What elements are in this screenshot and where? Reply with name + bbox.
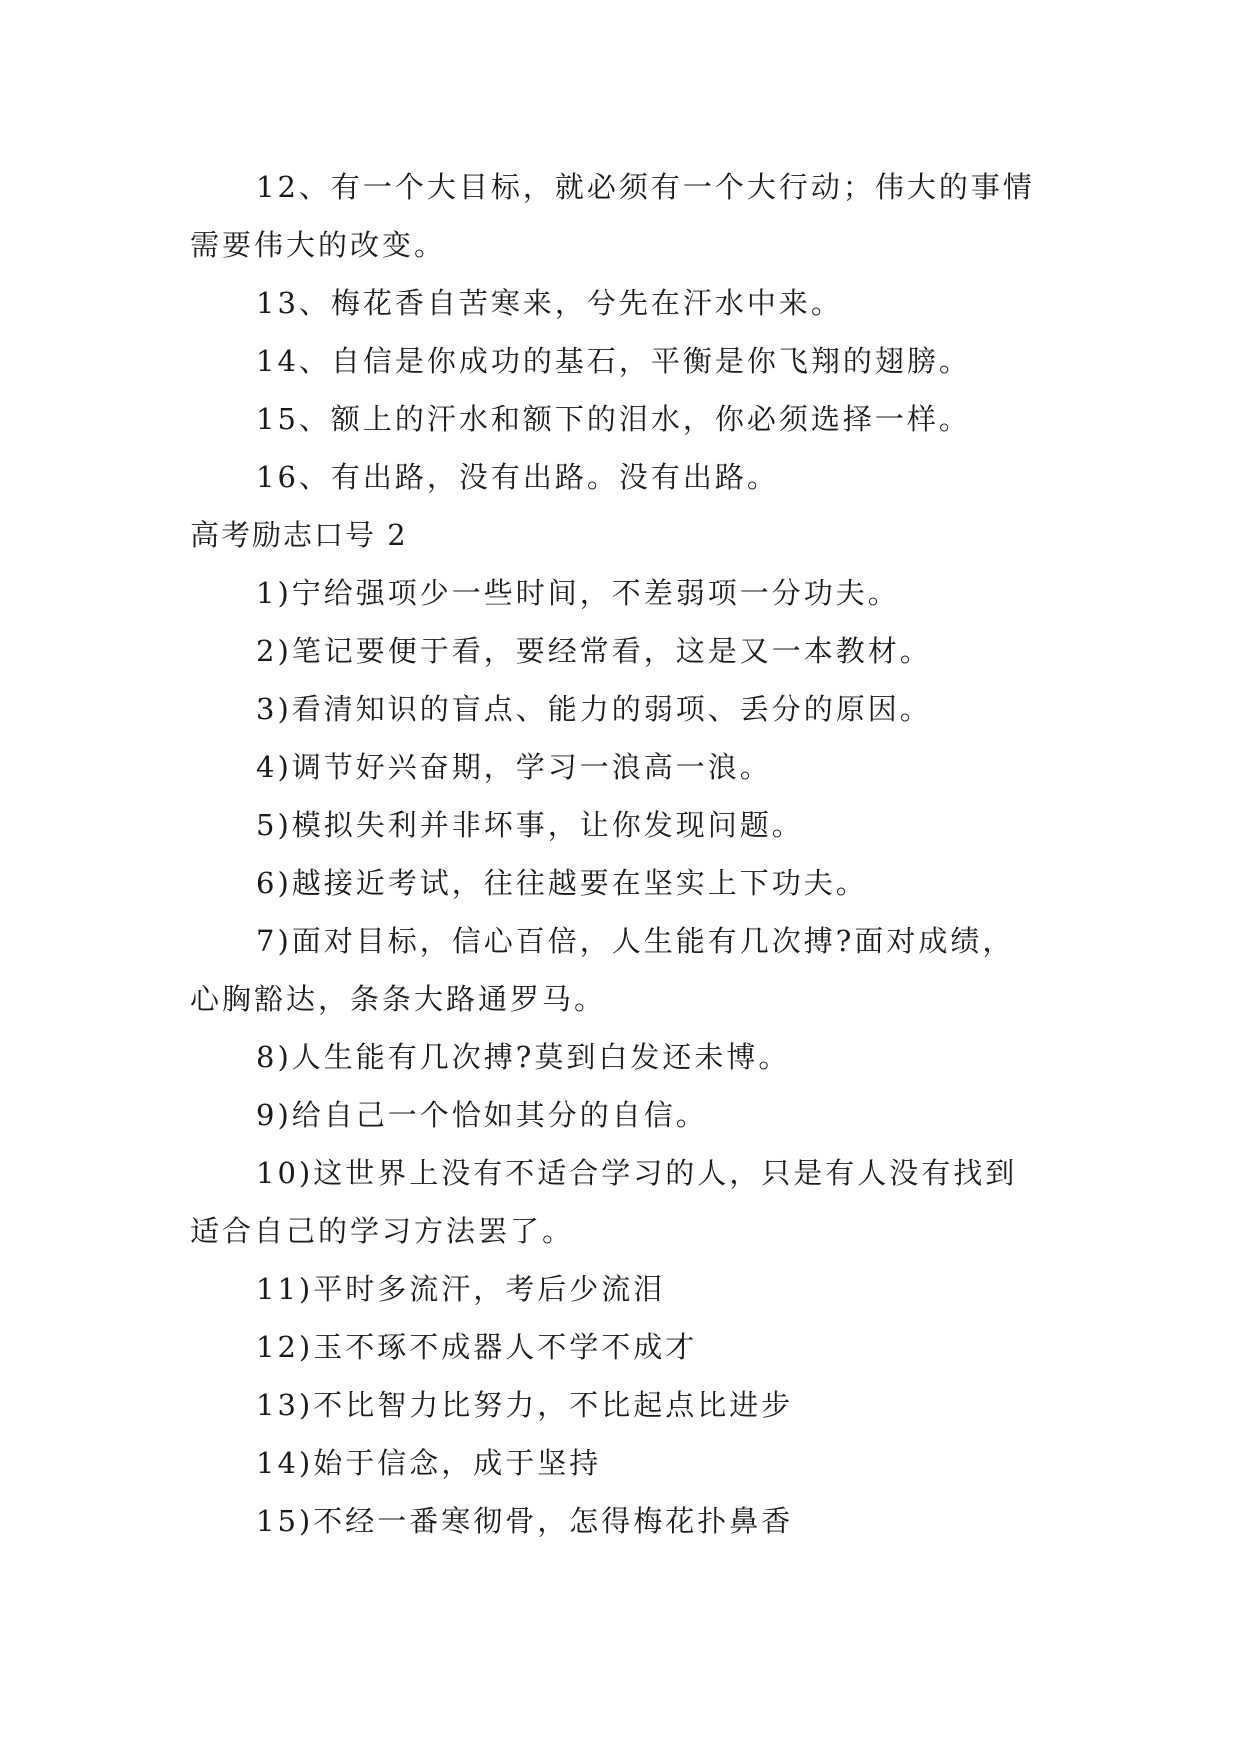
paragraph-line: 15)不经一番寒彻骨，怎得梅花扑鼻香 <box>256 1504 794 1538</box>
paragraph-line: 12)玉不琢不成器人不学不成才 <box>256 1330 698 1364</box>
paragraph-line: 4)调节好兴奋期，学习一浪高一浪。 <box>256 750 772 784</box>
paragraph-line: 11)平时多流汗，考后少流泪 <box>256 1272 666 1306</box>
paragraph-line: 16、有出路，没有出路。没有出路。 <box>256 460 779 494</box>
paragraph-line: 10)这世界上没有不适合学习的人，只是有人没有找到 <box>256 1156 1018 1190</box>
paragraph-line: 需要伟大的改变。 <box>190 228 447 262</box>
paragraph-line: 7)面对目标，信心百倍，人生能有几次搏?面对成绩， <box>256 924 1015 958</box>
paragraph-line: 5)模拟失利并非坏事，让你发现问题。 <box>256 808 804 842</box>
paragraph-line: 心胸豁达，条条大路通罗马。 <box>190 982 607 1016</box>
paragraph-line: 8)人生能有几次搏?莫到白发还未博。 <box>256 1040 791 1074</box>
section-heading: 高考励志口号 2 <box>190 518 408 552</box>
document-body <box>190 158 1060 1550</box>
paragraph-line: 适合自己的学习方法罢了。 <box>190 1214 575 1248</box>
paragraph-line: 13)不比智力比努力，不比起点比进步 <box>256 1388 794 1422</box>
paragraph-line: 12、有一个大目标，就必须有一个大行动；伟大的事情 <box>256 170 1035 204</box>
paragraph-line: 9)给自己一个恰如其分的自信。 <box>256 1098 708 1132</box>
paragraph-line: 6)越接近考试，往往越要在坚实上下功夫。 <box>256 866 868 900</box>
paragraph-line: 15、额上的汗水和额下的泪水，你必须选择一样。 <box>256 402 971 436</box>
paragraph-line: 3)看清知识的盲点、能力的弱项、丢分的原因。 <box>256 692 932 726</box>
paragraph-line: 13、梅花香自苦寒来，兮先在汗水中来。 <box>256 286 843 320</box>
paragraph-line: 14、自信是你成功的基石，平衡是你飞翔的翅膀。 <box>256 344 971 378</box>
paragraph-line: 2)笔记要便于看，要经常看，这是又一本教材。 <box>256 634 932 668</box>
paragraph-line: 14)始于信念，成于坚持 <box>256 1446 602 1480</box>
paragraph-line: 1)宁给强项少一些时间，不差弱项一分功夫。 <box>256 576 900 610</box>
